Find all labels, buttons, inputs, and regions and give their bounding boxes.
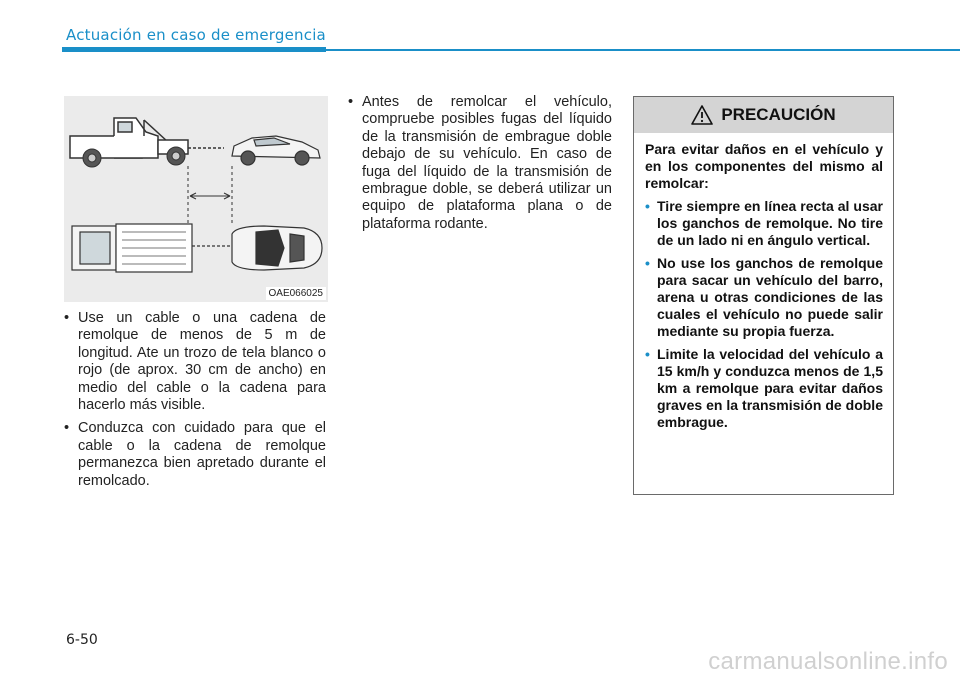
page-number: 6-50 bbox=[66, 632, 98, 648]
towing-illustration bbox=[64, 96, 328, 302]
caution-item bbox=[645, 255, 883, 340]
bullet-text: Antes de remolcar el vehículo, compruebe posibles fugas del líquido de la transmisión de embrague doble debajo de su vehículo. En caso de fuga del líquido de la transmisión de embrague doble, se deberá utilizar un equipo de plataforma plana o de plataforma rodante. bbox=[362, 94, 612, 232]
towed-car-top bbox=[232, 226, 322, 270]
caution-item bbox=[645, 198, 883, 249]
caution-item-text: Tire siempre en línea recta al usar los ganchos de remolque. No tire de un lado ni en ángulo vertical. bbox=[657, 198, 883, 248]
caution-header bbox=[634, 97, 893, 133]
distance-marker bbox=[188, 166, 232, 224]
towing-diagram bbox=[64, 96, 328, 302]
caution-title: PRECAUCIÓN bbox=[721, 105, 836, 124]
section-title: Actuación en caso de emergencia bbox=[66, 26, 326, 44]
header-rule-thick bbox=[62, 47, 326, 52]
bullet-dot-icon: • bbox=[64, 310, 70, 326]
warning-triangle-icon bbox=[691, 105, 713, 125]
bullet-dot-icon: • bbox=[348, 94, 354, 110]
list-item bbox=[348, 94, 612, 233]
bullet-dot-icon: • bbox=[64, 420, 70, 437]
column-left bbox=[64, 310, 326, 496]
caution-item bbox=[645, 346, 883, 431]
header-rule-thin bbox=[326, 49, 960, 51]
caution-intro: Para evitar daños en el vehículo y en los componentes del mismo al remolcar: bbox=[645, 141, 883, 191]
caution-box bbox=[633, 96, 894, 495]
bullet-dot-icon: • bbox=[645, 198, 650, 214]
bullet-text: Use un cable o una cadena de remolque de menos de 5 m de longitud. Ate un trozo de tela blanco o rojo (de aprox. 30 cm de ancho) en medio del cable o la cadena para hacerlo más visible. bbox=[78, 310, 326, 414]
caution-item-text: Limite la velocidad del vehículo a 15 km/h y conduzca menos de 1,5 km a remolque para evitar daños graves en la transmisión de doble embrague. bbox=[657, 346, 883, 430]
towed-car-side bbox=[232, 136, 320, 165]
column-middle bbox=[348, 94, 612, 239]
bullet-dot-icon: • bbox=[645, 346, 650, 362]
bullet-dot-icon: • bbox=[645, 255, 650, 271]
list-item bbox=[64, 420, 326, 490]
caution-body bbox=[634, 133, 893, 431]
tow-truck-top bbox=[72, 224, 232, 272]
list-item bbox=[64, 310, 326, 414]
figure-code: OAE066025 bbox=[266, 287, 327, 300]
watermark: carmanualsonline.info bbox=[708, 648, 948, 675]
caution-item-text: No use los ganchos de remolque para sacar un vehículo del barro, arena u otras condiciones de las cuales el vehículo no puede salir mediante su propia fuerza. bbox=[657, 255, 883, 339]
bullet-text: Conduzca con cuidado para que el cable o la cadena de remolque permanezca bien apretado durante el remolcado. bbox=[78, 420, 326, 489]
